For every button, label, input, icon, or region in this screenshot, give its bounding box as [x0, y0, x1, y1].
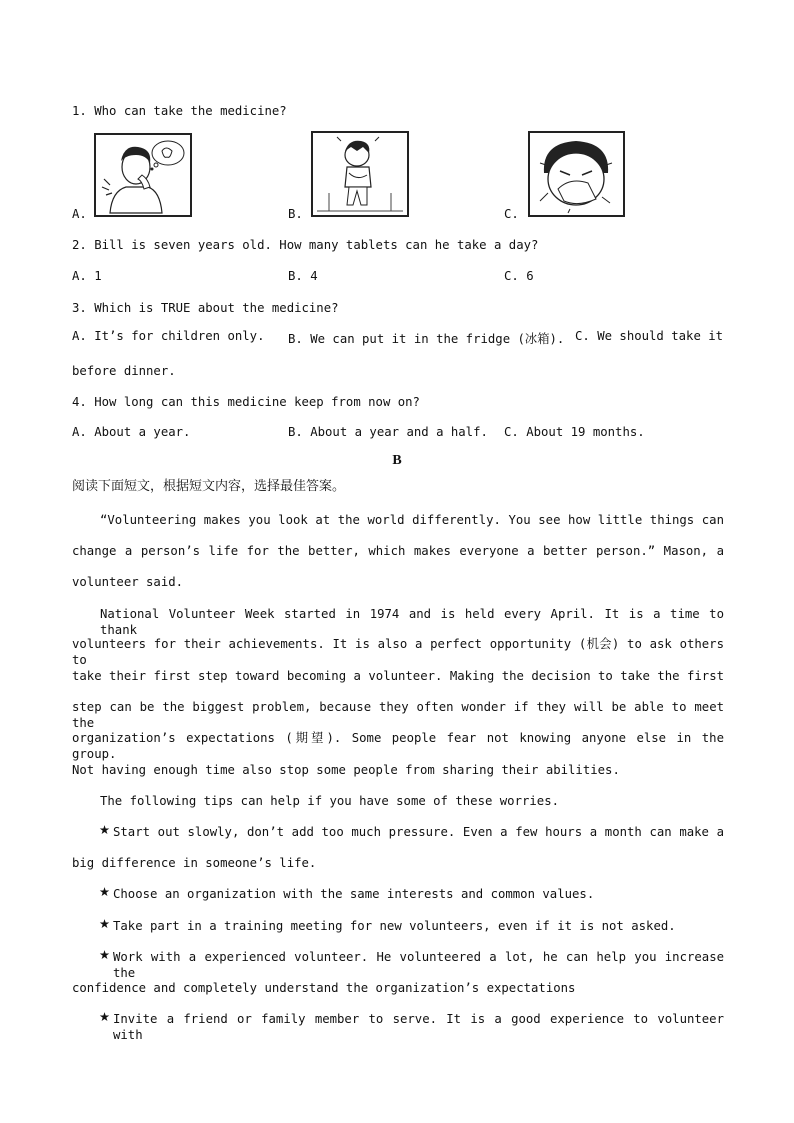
para2-line: take their first step toward becoming a volunteer. Making the decision to take the first	[72, 669, 724, 683]
tip-1-line: Start out slowly, don’t add too much pressure. Even a few hours a month can make a	[113, 825, 724, 839]
tip-3: Take part in a training meeting for new volunteers, even if it is not asked.	[113, 919, 676, 933]
q2-option-a: A. 1	[72, 269, 102, 283]
q3-option-c: C. We should take it	[575, 329, 724, 343]
tip-5: Invite a friend or family member to serve. It is a good experience to volunteer with	[113, 1012, 724, 1042]
para2-line: step can be the biggest problem, because they often wonder if they will be able to meet the	[72, 700, 724, 730]
q1-option-c: C.	[504, 207, 519, 221]
option-b-picture	[311, 131, 409, 217]
q3-option-b: B. We can put it in the fridge (冰箱).	[288, 332, 565, 346]
boy-with-stomachache-icon	[313, 133, 407, 215]
q3-option-a: A. It’s for children only.	[72, 329, 265, 343]
q2-question: 2. Bill is seven years old. How many tablets can he take a day?	[72, 238, 539, 252]
star-icon: ★	[99, 823, 111, 837]
section-b-instruction: 阅读下面短文，根据短文内容，选择最佳答案。	[72, 479, 346, 494]
q1-option-a: A.	[72, 207, 87, 221]
para1-line: change a person’s life for the better, which makes everyone a better person.” Mason, a	[72, 544, 724, 558]
q4-option-c: C. About 19 months.	[504, 425, 645, 439]
q2-option-c: C. 6	[504, 269, 534, 283]
tip-4-line: Work with a experienced volunteer. He volunteered a lot, he can help you increase the	[113, 950, 724, 980]
q3-question: 3. Which is TRUE about the medicine?	[72, 301, 339, 315]
q4-option-a: A. About a year.	[72, 425, 191, 439]
q1-option-b: B.	[288, 207, 303, 221]
para2-line: volunteers for their achievements. It is also a perfect opportunity (机会) to ask others to	[72, 637, 724, 667]
para2-line: Not having enough time also stop some people from sharing their abilities.	[72, 763, 620, 777]
star-icon: ★	[99, 885, 111, 899]
para1-line: volunteer said.	[72, 575, 184, 589]
q1-question: 1. Who can take the medicine?	[72, 104, 287, 118]
q3-option-c-continued: before dinner.	[72, 364, 176, 378]
q4-option-b: B. About a year and a half.	[288, 425, 488, 439]
para1-line: “Volunteering makes you look at the world differently. You see how little things can	[100, 513, 724, 527]
para3: The following tips can help if you have some of these worries.	[100, 794, 560, 808]
star-icon: ★	[99, 948, 111, 962]
para2-line: National Volunteer Week started in 1974 and is held every April. It is a time to thank	[100, 607, 724, 637]
q4-question: 4. How long can this medicine keep from now on?	[72, 395, 420, 409]
option-c-picture	[528, 131, 625, 217]
para2-line: organization’s expectations (期望). Some people fear not knowing anyone else in the group.	[72, 731, 724, 761]
star-icon: ★	[99, 1010, 111, 1024]
boy-sneezing-icon	[530, 133, 623, 215]
tip-2: Choose an organization with the same interests and common values.	[113, 887, 595, 901]
option-a-picture	[94, 133, 192, 217]
star-icon: ★	[99, 917, 111, 931]
man-with-toothache-icon	[96, 135, 190, 215]
tip-1-line: big difference in someone’s life.	[72, 856, 317, 870]
q2-option-b: B. 4	[288, 269, 318, 283]
section-b-heading: B	[392, 453, 402, 468]
tip-4-line: confidence and completely understand the organization’s expectations	[72, 981, 576, 995]
